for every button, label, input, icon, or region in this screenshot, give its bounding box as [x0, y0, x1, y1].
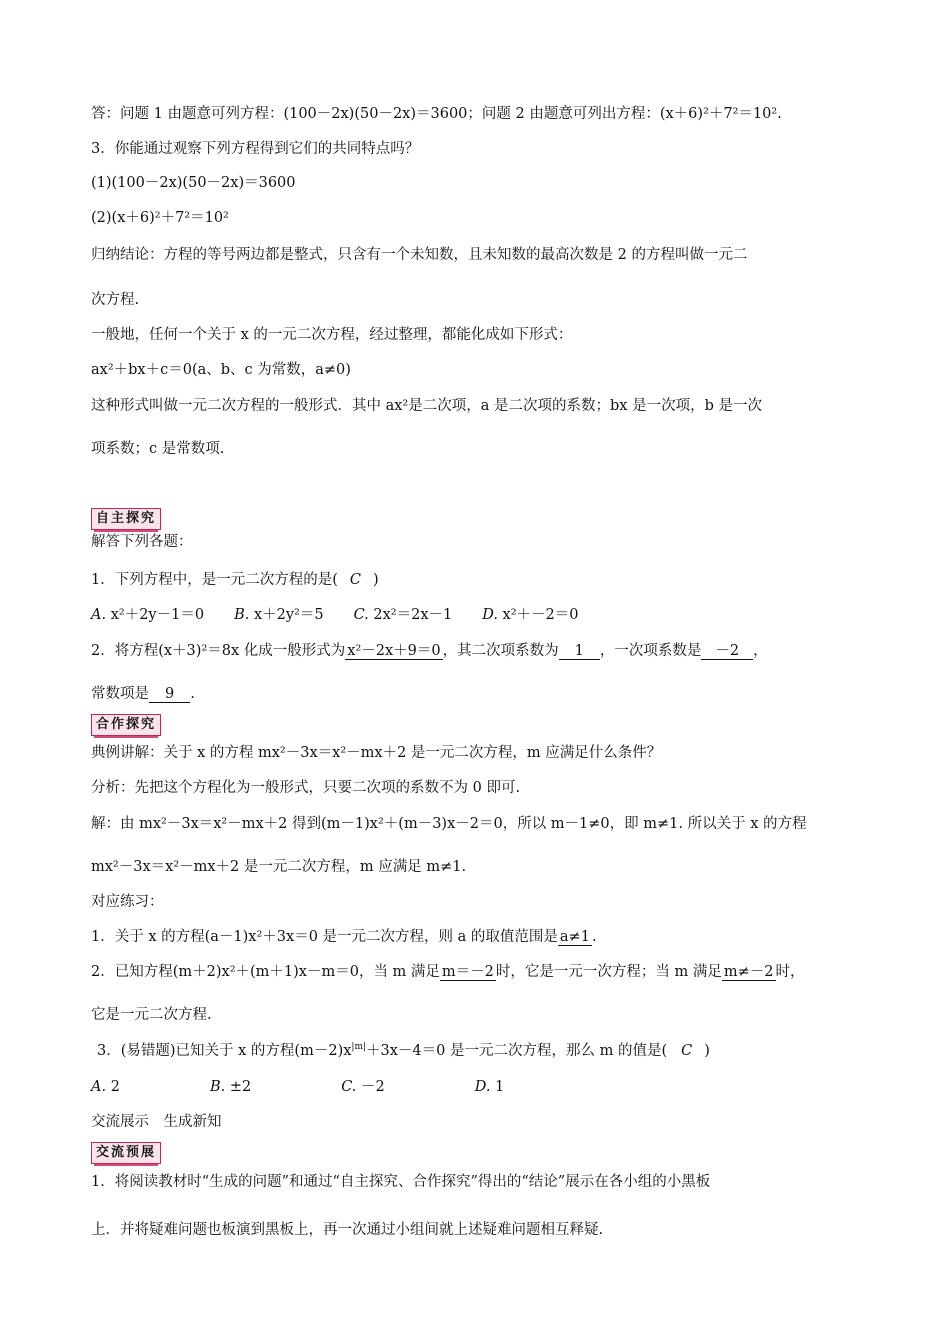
- practice-3: [97, 1041, 710, 1061]
- q1-stem: 1．下列方程中，是一元二次方程的是(: [91, 572, 338, 588]
- option-a-text: x²＋2y－1＝0: [110, 607, 205, 623]
- practice-2: [91, 962, 805, 982]
- p3-option-d-label: D.: [474, 1079, 491, 1095]
- exchange-text-2: 上．并将疑难问题也板演到黑板上，再一次通过小组间就上述疑难问题相互释疑.: [91, 1222, 604, 1238]
- option-d-label: D.: [482, 607, 498, 623]
- conclusion-line-1: 归纳结论：方程的等号两边都是整式，只含有一个未知数，且未知数的最高次数是 2 的方程叫做一元二: [91, 247, 748, 263]
- practice-2-cont: 它是一元二次方程.: [91, 1007, 212, 1023]
- p2-blank-2: m≠－2: [723, 964, 774, 980]
- p3-option-b-label: B.: [209, 1079, 226, 1095]
- p2-text-c: 时，它是一元一次方程；当 m 满足: [495, 964, 722, 980]
- coop-example: 典例讲解：关于 x 的方程 mx²－3x＝x²－mx＋2 是一元二次方程，m 应满足什么条件？: [91, 745, 662, 761]
- general-form-explain-1: 这种形式叫做一元二次方程的一般形式．其中 ax²是二次项，a 是二次项的系数；bx 是一次项，b 是一次: [91, 398, 762, 414]
- p3-option-c-text: －2: [360, 1079, 385, 1095]
- q1-close: ): [373, 572, 379, 588]
- conclusion-line-2: 次方程.: [91, 292, 140, 308]
- general-form: ax²＋bx＋c＝0(a、b、c 为常数，a≠0): [91, 362, 351, 378]
- q2-text-g: .: [190, 686, 195, 702]
- coop-analysis: 分析：先把这个方程化为一般形式，只要二次项的系数不为 0 即可.: [91, 780, 521, 796]
- p2-blank-1: m＝－2: [441, 964, 494, 980]
- p3-option-c-label: C.: [341, 1079, 357, 1095]
- self-question-2-cont: [91, 684, 195, 704]
- p3-option-a-label: A.: [91, 1079, 107, 1095]
- p3-exponent: |m|: [351, 1042, 367, 1052]
- q2-blank-constant: 9: [149, 686, 190, 703]
- practice-title: 对应练习：: [91, 894, 164, 910]
- q2-text-d: ，一次项系数是: [599, 643, 702, 659]
- p3-close: ): [704, 1043, 710, 1059]
- p3-option-d-text: 1: [495, 1079, 505, 1095]
- equation-2: (2)(x＋6)²＋7²＝10²: [91, 210, 229, 226]
- q2-text-f: 常数项是: [91, 686, 149, 702]
- practice-3-options: [91, 1077, 504, 1097]
- p1-text-c: .: [591, 929, 597, 945]
- coop-solution-2: mx²－3x＝x²－mx＋2 是一元二次方程，m 应满足 m≠1.: [91, 859, 467, 875]
- general-intro: 一般地，任何一个关于 x 的一元二次方程，经过整理，都能化成如下形式：: [91, 327, 573, 343]
- p3-option-b-text: ±2: [229, 1079, 252, 1095]
- self-question-1: [91, 570, 379, 590]
- section-badge-coop-explore: 合作探究: [91, 714, 161, 736]
- p1-blank: a≠1: [559, 929, 590, 945]
- q2-text-c: ，其二次项系数为: [442, 643, 559, 659]
- p3-option-a-text: 2: [110, 1079, 120, 1095]
- section-badge-exchange: 交流预展: [91, 1142, 161, 1164]
- q2-blank-general-form: x²－2x＋9＝0: [347, 643, 441, 659]
- p3-text-a: 3．(易错题)已知关于 x 的方程(m－2)x: [97, 1043, 352, 1059]
- q2-text-e: ，: [753, 643, 768, 659]
- general-form-explain-2: 项系数；c 是常数项.: [91, 441, 225, 457]
- option-b-text: x＋2y²＝5: [253, 607, 324, 623]
- q2-blank-quadratic-coef: 1: [559, 643, 600, 660]
- p2-text-a: 2．已知方程(m＋2)x²＋(m＋1)x－m＝0，当 m 满足: [91, 964, 440, 980]
- option-a-label: A.: [91, 607, 107, 623]
- exchange-text-1: 1．将阅读教材时“生成的问题”和通过“自主探究、合作探究”得出的“结论”展示在各小组的小黑板: [91, 1174, 711, 1190]
- self-question-1-options: [91, 605, 579, 625]
- question-3: 3．你能通过观察下列方程得到它们的共同特点吗？: [91, 141, 420, 157]
- equation-1: (1)(100－2x)(50－2x)＝3600: [91, 175, 296, 191]
- exchange-header: 交流展示 生成新知: [91, 1114, 222, 1130]
- self-intro: 解答下列各题：: [91, 534, 193, 550]
- p3-text-b: ＋3x－4＝0 是一元二次方程，那么 m 的值是(: [366, 1043, 668, 1059]
- p3-answer: C: [681, 1043, 693, 1059]
- option-c-label: C.: [353, 607, 369, 623]
- option-b-label: B.: [234, 607, 250, 623]
- p1-text-a: 1．关于 x 的方程(a－1)x²＋3x＝0 是一元二次方程，则 a 的取值范围是: [91, 929, 558, 945]
- q1-answer: C: [349, 572, 361, 588]
- practice-1: [91, 927, 597, 947]
- p2-text-e: 时，: [775, 964, 805, 980]
- option-c-text: 2x²＝2x－1: [373, 607, 453, 623]
- option-d-text: x²＋－2＝0: [502, 607, 579, 623]
- q2-text-a: 2．将方程(x＋3)²＝8x 化成一般形式为: [91, 643, 346, 659]
- q2-blank-linear-coef: －2: [701, 643, 753, 660]
- self-question-2: [91, 641, 768, 661]
- coop-solution-1: 解：由 mx²－3x＝x²－mx＋2 得到(m－1)x²＋(m－3)x－2＝0，所以 m－1≠0，即 m≠1. 所以关于 x 的方程: [91, 816, 807, 832]
- answer-line: 答：问题 1 由题意可列方程：(100－2x)(50－2x)＝3600；问题 2 由题意可列出方程：(x＋6)²＋7²＝10².: [91, 106, 782, 122]
- section-badge-self-explore: 自主探究: [91, 508, 161, 530]
